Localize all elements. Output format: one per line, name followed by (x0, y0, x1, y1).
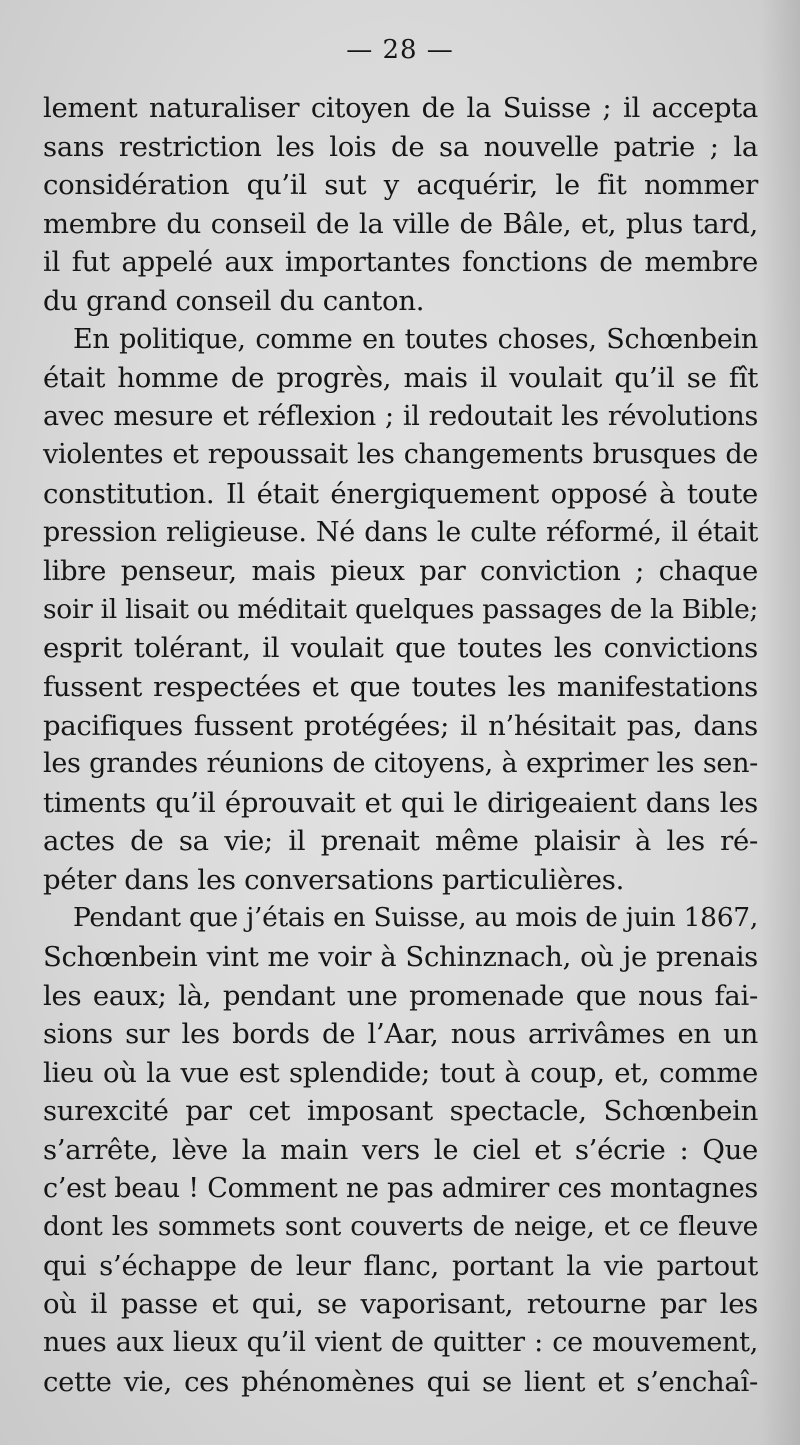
text-line: Pendant que j’étais en Suisse, au mois de juin 1867, (73, 902, 758, 934)
text-line: il fut appelé aux importantes fonctions de membre (43, 246, 758, 279)
text-line: constitution. Il était énergiquement opposé à toute (43, 477, 758, 510)
text-line: dont les sommets sont couverts de neige, et ce fleuve (43, 1211, 758, 1243)
text-line: nues aux lieux qu’il vient de quitter : ce mouvement, (43, 1327, 758, 1358)
text-line: les grandes réunions de citoyens, à exprimer les sen- (43, 748, 758, 780)
text-line: surexcité par cet imposant spectacle, Schœnbein (43, 1095, 758, 1128)
text-line: considération qu’il sut y acquérir, le fit nommer (43, 169, 758, 202)
text-line: avec mesure et réflexion ; il redoutait les révolutions (43, 400, 758, 432)
text-line: membre du conseil de la ville de Bâle, et, plus tard, (43, 207, 758, 240)
text-line: du grand conseil du canton. (43, 284, 425, 317)
page-edge-shadow (760, 0, 800, 1445)
text-line: était homme de progrès, mais il voulait qu’il se fît (43, 362, 758, 395)
text-line: actes de sa vie; il prenait même plaisir à les ré- (43, 825, 758, 858)
text-line: cette vie, ces phénomènes qui se lient et s’enchaî- (43, 1365, 758, 1398)
text-line: esprit tolérant, il voulait que toutes les convictions (43, 632, 758, 665)
text-line: sions sur les bords de l’Aar, nous arrivâmes en un (43, 1018, 758, 1051)
page-number: — 28 — (346, 35, 454, 65)
text-line: péter dans les conversations particulières. (43, 863, 625, 896)
text-line: Schœnbein vint me voir à Schinznach, où je prenais (43, 941, 758, 974)
body-text (43, 89, 758, 1401)
text-line: les eaux; là, pendant une promenade que nous fai- (43, 979, 758, 1012)
text-line: fussent respectées et que toutes les manifestations (43, 670, 758, 703)
text-line: timents qu’il éprouvait et qui le dirigeaient dans les (43, 786, 758, 819)
text-line: qui s’échappe de leur flanc, portant la vie partout (43, 1249, 758, 1282)
text-line: pacifiques fussent protégées; il n’hésitait pas, dans (43, 709, 758, 742)
text-line: libre penseur, mais pieux par conviction ; chaque (43, 555, 758, 588)
text-line: sans restriction les lois de sa nouvelle patrie ; la (43, 130, 758, 163)
text-line: s’arrête, lève la main vers le ciel et s’écrie : Que (43, 1134, 758, 1167)
text-line: c’est beau ! Comment ne pas admirer ces montagnes (43, 1172, 758, 1204)
text-line: où il passe et qui, se vaporisant, retourne par les (43, 1288, 758, 1321)
text-line: lement naturaliser citoyen de la Suisse ; il accepta (43, 92, 758, 124)
text-line: En politique, comme en toutes choses, Schœnbein (73, 323, 758, 355)
text-line: pression religieuse. Né dans le culte réformé, il était (43, 516, 758, 548)
text-line: violentes et repoussait les changements brusques de (43, 439, 758, 471)
text-line: lieu où la vue est splendide; tout à coup, et, comme (43, 1056, 758, 1089)
text-line: soir il lisait ou méditait quelques passages de la Bible; (43, 593, 759, 625)
